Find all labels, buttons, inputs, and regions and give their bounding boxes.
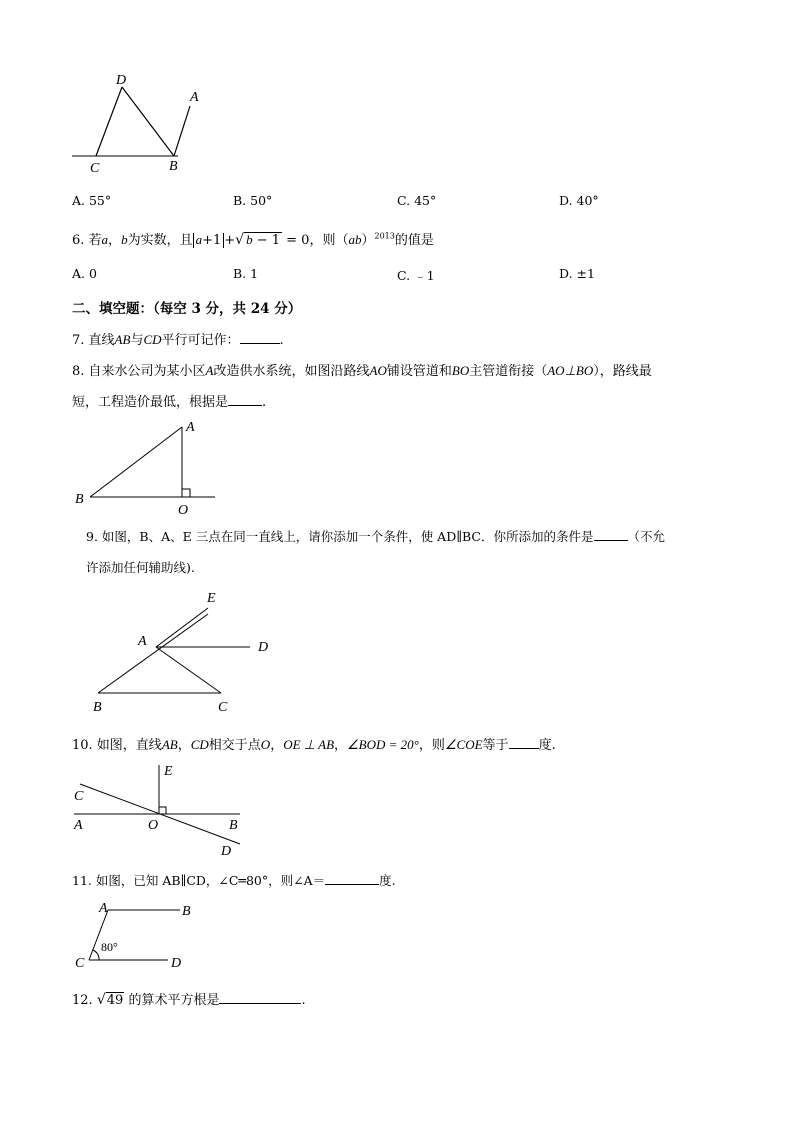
answer-blank <box>228 393 262 406</box>
label-D: D <box>116 73 127 88</box>
label-B: B <box>169 159 178 174</box>
answer-blank <box>219 991 301 1004</box>
label-E: E <box>207 591 216 606</box>
question-6: 6. 若a，b为实数，且 a+1 +√ b − 1 = 0，则（ab）$^{2013}$的值是 <box>72 231 434 248</box>
answer-blank <box>325 872 379 885</box>
label-A: A <box>190 90 199 105</box>
question-7: 7. 直线AB与CD平行可记作： . <box>72 332 284 348</box>
label-B: B <box>75 492 84 507</box>
label-D: D <box>221 844 232 859</box>
angle-label: 80° <box>101 940 118 954</box>
answer-blank <box>240 331 280 344</box>
figure-q8 <box>70 418 230 518</box>
figure-q10 <box>70 758 250 863</box>
q6-option-b: B. 1 <box>233 266 259 281</box>
label-C: C <box>90 161 100 176</box>
label-A: A <box>74 818 83 833</box>
label-B: B <box>229 818 238 833</box>
q6-option-d: D. ±1 <box>559 266 595 281</box>
question-9-line1: 9. 如图，B、A、E 三点在同一直线上，请你添加一个条件，使 AD∥BC．你所添加的条件是 （不允 <box>86 529 666 544</box>
label-A: A <box>138 634 147 649</box>
label-O: O <box>178 503 189 518</box>
answer-blank <box>509 736 539 749</box>
label-A: A <box>99 901 108 916</box>
label-A: A <box>186 420 195 435</box>
question-12: 12. √49 的算术平方根是 . <box>72 992 306 1008</box>
answer-blank <box>594 528 628 541</box>
question-10: 10. 如图，直线AB，CD相交于点O，OE ⊥ AB，∠BOD = 20°，则∠COE等于 度. <box>72 737 556 753</box>
label-C: C <box>75 956 85 971</box>
section-heading: 二、填空题：（每空 3 分，共 24 分） <box>72 301 302 317</box>
label-C: C <box>74 789 84 804</box>
question-9-line2: 许添加任何辅助线). <box>86 560 195 575</box>
q5-option-d: D. 40° <box>559 193 599 208</box>
label-O: O <box>148 818 159 833</box>
q6-option-c: C. ﹣1 <box>397 268 435 283</box>
label-B: B <box>93 700 102 715</box>
label-E: E <box>164 764 173 779</box>
q5-option-a: A. 55° <box>72 193 112 208</box>
label-C: C <box>218 700 228 715</box>
question-8-line1: 8. 自来水公司为某小区A改造供水系统，如图沿路线AO铺设管道和BO主管道衔接（AO⊥BO），路线最 <box>72 363 652 379</box>
question-11: 11. 如图，已知 AB∥CD，∠C═80°，则∠A＝ 度. <box>72 873 396 888</box>
q5-option-b: B. 50° <box>233 193 273 208</box>
q6-option-a: A. 0 <box>72 266 97 281</box>
figure-q5 <box>66 68 216 178</box>
q5-option-c: C. 45° <box>397 193 437 208</box>
label-B: B <box>182 904 191 919</box>
figure-q11 <box>72 896 202 976</box>
figure-q9 <box>86 585 286 720</box>
question-8-line2: 短，工程造价最低，根据是 . <box>72 395 267 410</box>
label-D: D <box>171 956 182 971</box>
label-D: D <box>258 640 269 655</box>
